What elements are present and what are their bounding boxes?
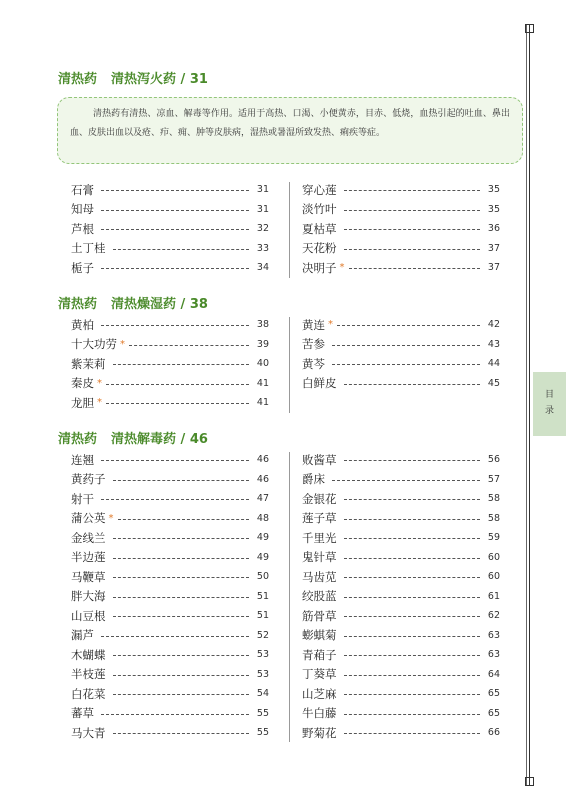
toc-entry[interactable]	[71, 684, 269, 704]
entry-mark: *	[108, 512, 114, 524]
frame-corner-top	[525, 24, 534, 33]
entry-name: 蕃草	[71, 706, 94, 721]
entry-name: 金银花	[302, 491, 337, 506]
entry-page-number: 35	[487, 184, 500, 196]
entry-page-number: 42	[487, 319, 500, 331]
toc-entry[interactable]	[302, 528, 500, 548]
leader-dots	[113, 538, 250, 539]
entry-name: 千里光	[302, 530, 337, 545]
toc-entry[interactable]	[302, 567, 500, 587]
entry-page-number: 58	[487, 493, 500, 505]
toc-entry[interactable]	[302, 626, 500, 646]
entry-page-number: 49	[256, 532, 269, 544]
leader-dots	[344, 714, 481, 715]
toc-entry[interactable]	[71, 200, 269, 220]
toc-column-left	[71, 315, 269, 413]
entry-name: 射干	[71, 491, 94, 506]
entry-name: 夏枯草	[302, 221, 337, 236]
toc-entry[interactable]	[302, 470, 500, 490]
toc-column-right	[302, 315, 500, 393]
entry-name: 决明子	[302, 260, 337, 275]
toc-entry[interactable]	[302, 450, 500, 470]
toc-entry[interactable]	[302, 200, 500, 220]
entry-page-number: 48	[256, 512, 269, 524]
entry-page-number: 63	[487, 629, 500, 641]
leader-dots	[344, 519, 481, 520]
intro-text: 清热药有清热、凉血、解毒等作用。适用于高热、口渴、小便黄赤，目赤、低烧，血热引起的吐血、鼻出血、皮肤出血以及疮、疖、痈、肿等皮肤病，湿热或暑湿所致发热、痢疾等症。	[70, 109, 510, 138]
entry-page-number: 60	[487, 551, 500, 563]
entry-name: 半枝莲	[71, 667, 106, 682]
entry-page-number: 40	[256, 358, 269, 370]
entry-page-number: 65	[487, 688, 500, 700]
entry-page-number: 51	[256, 610, 269, 622]
toc-entry[interactable]	[71, 258, 269, 278]
entry-page-number: 36	[487, 223, 500, 235]
toc-entry[interactable]	[71, 723, 269, 743]
entry-page-number: 37	[487, 242, 500, 254]
toc-entry[interactable]	[71, 354, 269, 374]
entry-page-number: 62	[487, 610, 500, 622]
section-subcategory: 清热泻火药 / 31	[111, 72, 208, 87]
leader-dots	[113, 655, 250, 656]
toc-entry[interactable]	[71, 335, 269, 355]
toc-entry[interactable]	[71, 645, 269, 665]
section-subcategory: 清热解毒药 / 46	[111, 432, 208, 447]
leader-dots	[344, 655, 481, 656]
intro-box	[57, 97, 523, 164]
leader-dots	[113, 558, 250, 559]
section-category: 清热药	[58, 432, 98, 447]
column-divider	[289, 317, 290, 413]
entry-page-number: 60	[487, 571, 500, 583]
entry-page-number: 43	[487, 338, 500, 350]
entry-page-number: 44	[487, 358, 500, 370]
leader-dots	[101, 460, 249, 461]
section-title-3	[58, 428, 208, 447]
leader-dots	[113, 577, 250, 578]
toc-entry[interactable]	[302, 489, 500, 509]
toc-column-left	[71, 180, 269, 278]
leader-dots	[344, 210, 481, 211]
entry-name: 半边莲	[71, 550, 106, 565]
toc-entry[interactable]	[71, 219, 269, 239]
entry-name: 绞股蓝	[302, 589, 337, 604]
toc-entry[interactable]	[71, 587, 269, 607]
entry-name: 莲子草	[302, 511, 337, 526]
toc-entry[interactable]	[71, 393, 269, 413]
leader-dots	[344, 249, 481, 250]
toc-entry[interactable]	[71, 470, 269, 490]
entry-page-number: 35	[487, 203, 500, 215]
column-divider	[289, 452, 290, 742]
page-frame-line	[529, 24, 530, 786]
leader-dots	[101, 210, 249, 211]
leader-dots	[344, 733, 481, 734]
toc-entry[interactable]	[71, 489, 269, 509]
leader-dots	[344, 384, 481, 385]
leader-dots	[344, 499, 481, 500]
toc-entry[interactable]	[71, 548, 269, 568]
leader-dots	[337, 325, 480, 326]
entry-name: 黄柏	[71, 317, 94, 332]
entry-name: 紫茉莉	[71, 356, 106, 371]
entry-name: 马齿苋	[302, 569, 337, 584]
section-title-2	[58, 293, 208, 312]
entry-mark: *	[97, 377, 102, 389]
entry-name: 石膏	[71, 182, 94, 197]
toc-entry[interactable]	[71, 528, 269, 548]
entry-page-number: 38	[256, 319, 269, 331]
entry-page-number: 58	[487, 512, 500, 524]
leader-dots	[113, 480, 250, 481]
entry-page-number: 57	[487, 473, 500, 485]
toc-column-left	[71, 450, 269, 743]
toc-entry[interactable]	[71, 180, 269, 200]
entry-name: 漏芦	[71, 628, 94, 643]
section-category: 清热药	[58, 297, 98, 312]
toc-entry[interactable]	[71, 704, 269, 724]
leader-dots	[113, 733, 250, 734]
leader-dots	[344, 577, 481, 578]
toc-entry[interactable]	[71, 509, 269, 529]
entry-page-number: 41	[256, 397, 269, 409]
entry-page-number: 46	[256, 473, 269, 485]
entry-name: 金线兰	[71, 530, 106, 545]
entry-page-number: 41	[256, 377, 269, 389]
entry-page-number: 45	[487, 377, 500, 389]
toc-entry[interactable]	[71, 626, 269, 646]
side-tab-char-2: 录	[544, 406, 554, 416]
entry-name: 丁葵草	[302, 667, 337, 682]
entry-name: 马大青	[71, 725, 106, 740]
entry-name: 木蝴蝶	[71, 647, 106, 662]
leader-dots	[113, 616, 250, 617]
entry-page-number: 54	[256, 688, 269, 700]
leader-dots	[344, 558, 481, 559]
toc-entry[interactable]	[71, 665, 269, 685]
entry-page-number: 61	[487, 590, 500, 602]
entry-page-number: 34	[256, 262, 269, 274]
toc-entry[interactable]	[302, 335, 500, 355]
entry-name: 爵床	[302, 472, 325, 487]
entry-name: 马鞭草	[71, 569, 106, 584]
toc-entry[interactable]	[302, 665, 500, 685]
entry-page-number: 52	[256, 629, 269, 641]
section-category: 清热药	[58, 72, 98, 87]
leader-dots	[101, 714, 249, 715]
toc-entry[interactable]	[302, 645, 500, 665]
leader-dots	[113, 675, 250, 676]
toc-entry[interactable]	[71, 606, 269, 626]
entry-page-number: 56	[487, 454, 500, 466]
toc-entry[interactable]	[302, 219, 500, 239]
entry-page-number: 32	[256, 223, 269, 235]
entry-name: 蒲公英	[71, 511, 106, 526]
leader-dots	[344, 460, 481, 461]
entry-name: 秦皮	[71, 376, 94, 391]
entry-page-number: 55	[256, 727, 269, 739]
section-title-1	[58, 68, 208, 87]
toc-entry[interactable]	[71, 567, 269, 587]
toc-entry[interactable]	[302, 315, 500, 335]
entry-name: 青葙子	[302, 647, 337, 662]
toc-entry[interactable]	[71, 239, 269, 259]
entry-name: 牛白藤	[302, 706, 337, 721]
entry-mark: *	[97, 397, 102, 409]
leader-dots	[332, 364, 480, 365]
entry-mark: *	[328, 319, 333, 331]
entry-page-number: 39	[256, 338, 269, 350]
toc-column-right	[302, 180, 500, 278]
toc-column-right	[302, 450, 500, 743]
toc-entry[interactable]	[302, 723, 500, 743]
entry-page-number: 47	[256, 493, 269, 505]
leader-dots	[101, 190, 249, 191]
toc-entry[interactable]	[302, 374, 500, 394]
toc-entry[interactable]	[302, 180, 500, 200]
toc-entry[interactable]	[302, 606, 500, 626]
leader-dots	[106, 384, 249, 385]
entry-page-number: 53	[256, 668, 269, 680]
entry-name: 野菊花	[302, 725, 337, 740]
entry-name: 天花粉	[302, 241, 337, 256]
entry-name: 知母	[71, 202, 94, 217]
toc-entry[interactable]	[71, 374, 269, 394]
entry-name: 山芝麻	[302, 686, 337, 701]
entry-mark: *	[339, 262, 345, 274]
entry-page-number: 50	[256, 571, 269, 583]
leader-dots	[344, 597, 481, 598]
entry-name: 十大功劳	[71, 337, 117, 352]
entry-name: 胖大海	[71, 589, 106, 604]
entry-page-number: 53	[256, 649, 269, 661]
entry-page-number: 33	[256, 242, 269, 254]
entry-name: 土丁桂	[71, 241, 106, 256]
entry-name: 淡竹叶	[302, 202, 337, 217]
leader-dots	[118, 519, 250, 520]
entry-page-number: 31	[256, 184, 269, 196]
entry-page-number: 65	[487, 707, 500, 719]
page-frame-line-inner	[526, 24, 527, 786]
entry-mark: *	[120, 338, 125, 350]
entry-page-number: 31	[256, 203, 269, 215]
entry-name: 黄药子	[71, 472, 106, 487]
leader-dots	[106, 403, 249, 404]
leader-dots	[101, 499, 249, 500]
entry-name: 黄芩	[302, 356, 325, 371]
leader-dots	[332, 480, 480, 481]
leader-dots	[101, 636, 249, 637]
leader-dots	[113, 597, 250, 598]
entry-name: 鬼针草	[302, 550, 337, 565]
leader-dots	[344, 636, 481, 637]
toc-entry[interactable]	[302, 704, 500, 724]
entry-name: 龙胆	[71, 395, 94, 410]
entry-name: 连翘	[71, 452, 94, 467]
toc-entry[interactable]	[302, 239, 500, 259]
entry-page-number: 55	[256, 707, 269, 719]
toc-entry[interactable]	[302, 684, 500, 704]
toc-entry[interactable]	[71, 315, 269, 335]
column-divider	[289, 182, 290, 278]
leader-dots	[344, 616, 481, 617]
toc-entry[interactable]	[71, 450, 269, 470]
leader-dots	[344, 229, 481, 230]
leader-dots	[349, 268, 481, 269]
section-subcategory: 清热燥湿药 / 38	[111, 297, 208, 312]
leader-dots	[344, 694, 481, 695]
frame-corner-bottom	[525, 777, 534, 786]
toc-entry[interactable]	[302, 354, 500, 374]
leader-dots	[113, 249, 250, 250]
leader-dots	[101, 229, 249, 230]
leader-dots	[344, 190, 481, 191]
entry-page-number: 37	[487, 262, 500, 274]
entry-name: 苦参	[302, 337, 325, 352]
entry-name: 蟛蜞菊	[302, 628, 337, 643]
toc-side-tab[interactable]	[533, 372, 566, 436]
leader-dots	[344, 675, 481, 676]
entry-name: 黄连	[302, 317, 325, 332]
entry-page-number: 63	[487, 649, 500, 661]
entry-name: 筋骨草	[302, 608, 337, 623]
entry-page-number: 66	[487, 727, 500, 739]
leader-dots	[129, 345, 249, 346]
toc-entry[interactable]	[302, 509, 500, 529]
toc-entry[interactable]	[302, 548, 500, 568]
entry-name: 栀子	[71, 260, 94, 275]
toc-entry[interactable]	[302, 258, 500, 278]
entry-page-number: 64	[487, 668, 500, 680]
entry-name: 穿心莲	[302, 182, 337, 197]
entry-name: 白鲜皮	[302, 376, 337, 391]
entry-name: 败酱草	[302, 452, 337, 467]
entry-name: 山豆根	[71, 608, 106, 623]
leader-dots	[332, 345, 480, 346]
entry-page-number: 59	[487, 532, 500, 544]
side-tab-char-1: 目	[544, 390, 554, 400]
entry-page-number: 51	[256, 590, 269, 602]
leader-dots	[101, 268, 249, 269]
entry-page-number: 46	[256, 454, 269, 466]
entry-name: 芦根	[71, 221, 94, 236]
entry-page-number: 49	[256, 551, 269, 563]
leader-dots	[113, 364, 250, 365]
leader-dots	[344, 538, 481, 539]
entry-name: 白花菜	[71, 686, 106, 701]
leader-dots	[101, 325, 249, 326]
leader-dots	[113, 694, 250, 695]
toc-entry[interactable]	[302, 587, 500, 607]
